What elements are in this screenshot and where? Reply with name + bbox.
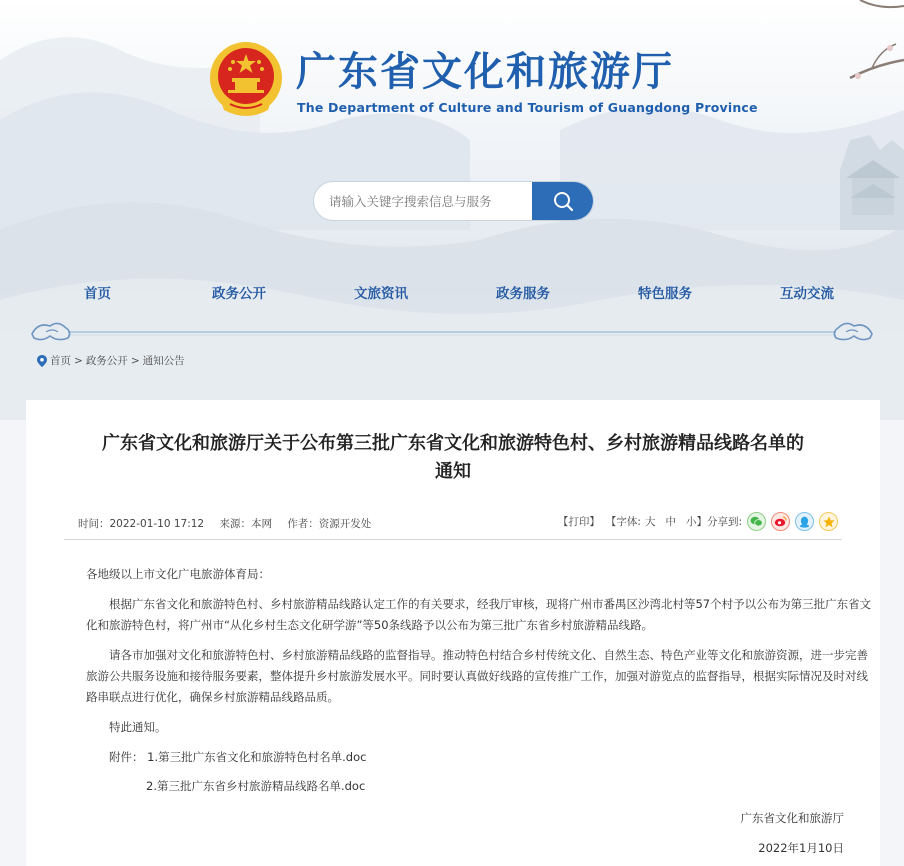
site-title: 广东省文化和旅游厅 <box>296 48 674 95</box>
breadcrumb <box>37 353 185 368</box>
paragraph-1-line-2: 化和旅游特色村，将广州市“从化乡村生态文化研学游”等50条线路予以公布为第三批广东省乡村旅游精品线路。 <box>86 618 654 632</box>
nav-item-government-services[interactable]: 政务服务 <box>496 286 550 302</box>
national-emblem-logo <box>208 40 284 118</box>
salutation: 各地级以上市文化广电旅游体育局： <box>86 567 270 581</box>
paragraph-2-line-3: 路串联点进行优化，确保乡村旅游精品线路品质。 <box>86 690 339 704</box>
article-meta <box>78 516 383 531</box>
font-size-close-bracket: 】 <box>696 516 707 528</box>
nav-item-culture-tourism-news[interactable]: 文旅资讯 <box>354 286 408 302</box>
nav-item-interaction[interactable]: 互动交流 <box>780 286 834 302</box>
article-title-line-2: 通知 <box>435 461 471 482</box>
article-title <box>26 430 880 486</box>
site-subtitle: The Department of Culture and Tourism of Guangdong Province <box>297 100 758 115</box>
paragraph-2-line-2: 旅游公共服务设施和接待服务要素，整体提升乡村旅游发展水平。同时要认真做好线路的宣传推广工作，加强对游览点的监督指导，根据实际情况及时对线 <box>86 669 868 683</box>
closing-remark: 特此通知。 <box>109 720 167 734</box>
paragraph-2-line-1: 请各市加强对文化和旅游特色村、乡村旅游精品线路的监督指导。推动特色村结合乡村传统文化、自然生态、特色产业等文化和旅游资源，进一步完善 <box>109 648 868 662</box>
share-label: 分享到: <box>706 516 742 528</box>
font-size-small-button[interactable]: 小 <box>685 516 697 528</box>
attachment-row-2 <box>146 776 365 797</box>
location-pin-icon <box>37 355 47 367</box>
breadcrumb-notices[interactable]: 通知公告 <box>142 355 185 367</box>
search-icon <box>552 190 574 212</box>
article-author: 作者：资源开发处 <box>287 518 372 530</box>
attachment-link-2[interactable]: 2.第三批广东省乡村旅游精品线路名单.doc <box>146 779 366 793</box>
font-size-label: 【字体: <box>605 516 641 528</box>
signature: 广东省文化和旅游厅 <box>740 811 844 825</box>
main-nav <box>26 276 878 306</box>
attachment-link-1[interactable]: 1.第三批广东省文化和旅游特色村名单.doc <box>147 750 367 764</box>
search-button[interactable] <box>532 182 593 220</box>
search-bar <box>313 181 594 221</box>
font-size-large-button[interactable]: 大 <box>644 516 656 528</box>
nav-item-home[interactable]: 首页 <box>84 286 111 302</box>
qzone-icon[interactable] <box>819 512 838 531</box>
search-input[interactable] <box>314 182 534 220</box>
attachment-row-1 <box>86 747 366 768</box>
article-time: 时间：2022-01-10 17:12 <box>78 518 205 530</box>
header-background <box>0 0 904 420</box>
qq-icon[interactable] <box>795 512 814 531</box>
breadcrumb-separator: > <box>74 354 83 367</box>
decorative-cloud-divider <box>28 318 876 346</box>
article-source: 来源：本网 <box>219 518 272 530</box>
font-size-medium-button[interactable]: 中 <box>665 516 676 528</box>
attachment-label: 附件： <box>109 750 144 764</box>
print-button[interactable]: 【打印】 <box>557 516 600 528</box>
publish-date: 2022年1月10日 <box>758 841 844 855</box>
nav-item-special-services[interactable]: 特色服务 <box>638 286 692 302</box>
nav-item-government-affairs[interactable]: 政务公开 <box>212 286 266 302</box>
breadcrumb-separator: > <box>130 354 140 367</box>
article-title-line-1: 广东省文化和旅游厅关于公布第三批广东省文化和旅游特色村、乡村旅游精品线路名单的 <box>102 433 804 454</box>
weibo-icon[interactable] <box>771 512 790 531</box>
article-tools <box>558 512 838 531</box>
article-container <box>26 400 880 866</box>
paragraph-1-line-1: 根据广东省文化和旅游特色村、乡村旅游精品线路认定工作的有关要求，经我厅审核，现将广州市番禺区沙湾北村等57个村予以公布为第三批广东省文 <box>109 597 872 611</box>
wechat-icon[interactable] <box>747 512 766 531</box>
breadcrumb-government-affairs[interactable]: 政务公开 <box>85 355 128 367</box>
breadcrumb-home[interactable]: 首页 <box>50 355 71 367</box>
meta-divider <box>64 539 842 540</box>
